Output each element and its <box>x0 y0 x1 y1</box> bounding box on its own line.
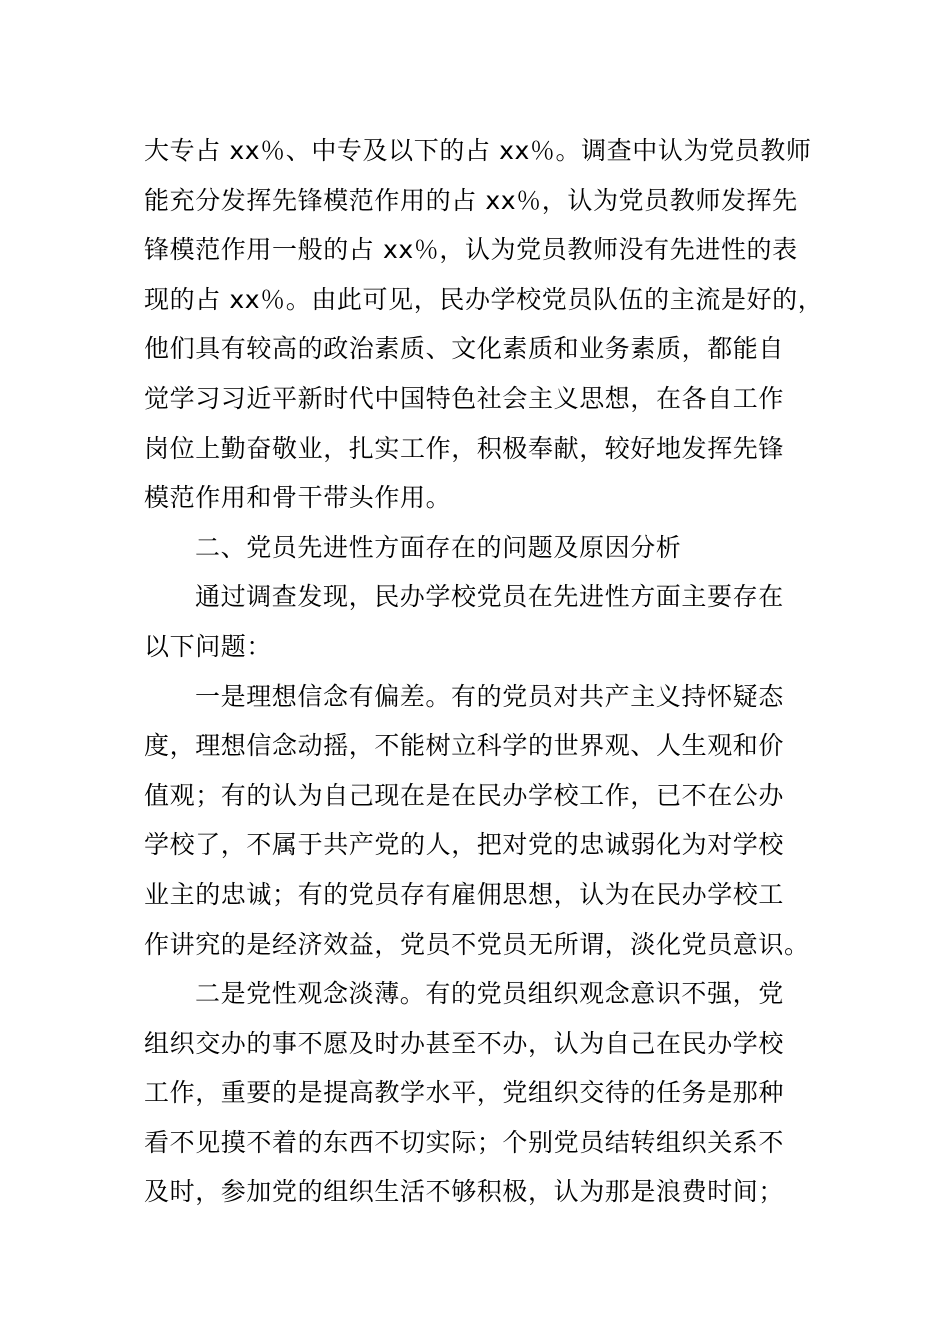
text-line: 能充分发挥先锋模范作用的占 xx％，认为党员教师发挥先 <box>144 185 798 215</box>
paragraph-start: 通过调查发现，民办学校党员在先进性方面主要存在 <box>195 582 784 612</box>
text-line: 以下问题： <box>144 631 273 661</box>
text-line: 岗位上勤奋敬业，扎实工作，积极奉献，较好地发挥先锋 <box>144 433 785 463</box>
section-heading: 二、党员先进性方面存在的问题及原因分析 <box>195 532 682 562</box>
text-line: 模范作用和骨干带头作用。 <box>144 483 452 513</box>
text-line: 学校了，不属于共产党的人，把对党的忠诚弱化为对学校 <box>144 830 785 860</box>
text-line: 组织交办的事不愿及时办甚至不办，认为自己在民办学校 <box>144 1028 785 1058</box>
text-line: 工作，重要的是提高教学水平，党组织交待的任务是那种 <box>144 1078 785 1108</box>
text-line: 值观；有的认为自己现在是在民办学校工作，已不在公办 <box>144 780 785 810</box>
text-line: 现的占 xx％。由此可见，民办学校党员队伍的主流是好的， <box>144 284 824 314</box>
text-line: 作讲究的是经济效益，党员不党员无所谓，淡化党员意识。 <box>144 929 810 959</box>
text-line: 看不见摸不着的东西不切实际；个别党员结转组织关系不 <box>144 1127 785 1157</box>
text-line: 度，理想信念动摇，不能树立科学的世界观、人生观和价 <box>144 731 785 761</box>
text-line: 大专占 xx％、中专及以下的占 xx％。调查中认为党员教师 <box>144 136 812 165</box>
paragraph-start: 一是理想信念有偏差。有的党员对共产主义持怀疑态 <box>195 681 784 711</box>
text-line: 他们具有较高的政治素质、文化素质和业务素质，都能自 <box>144 334 785 364</box>
text-line: 觉学习习近平新时代中国特色社会主义思想，在各自工作 <box>144 383 785 413</box>
document-page <box>144 126 834 1217</box>
text-line: 锋模范作用一般的占 xx％，认为党员教师没有先进性的表 <box>144 235 798 265</box>
text-line: 及时，参加党的组织生活不够积极，认为那是浪费时间； <box>144 1177 785 1207</box>
text-line: 业主的忠诚；有的党员存有雇佣思想，认为在民办学校工 <box>144 879 785 909</box>
paragraph-start: 二是党性观念淡薄。有的党员组织观念意识不强，党 <box>195 979 784 1009</box>
